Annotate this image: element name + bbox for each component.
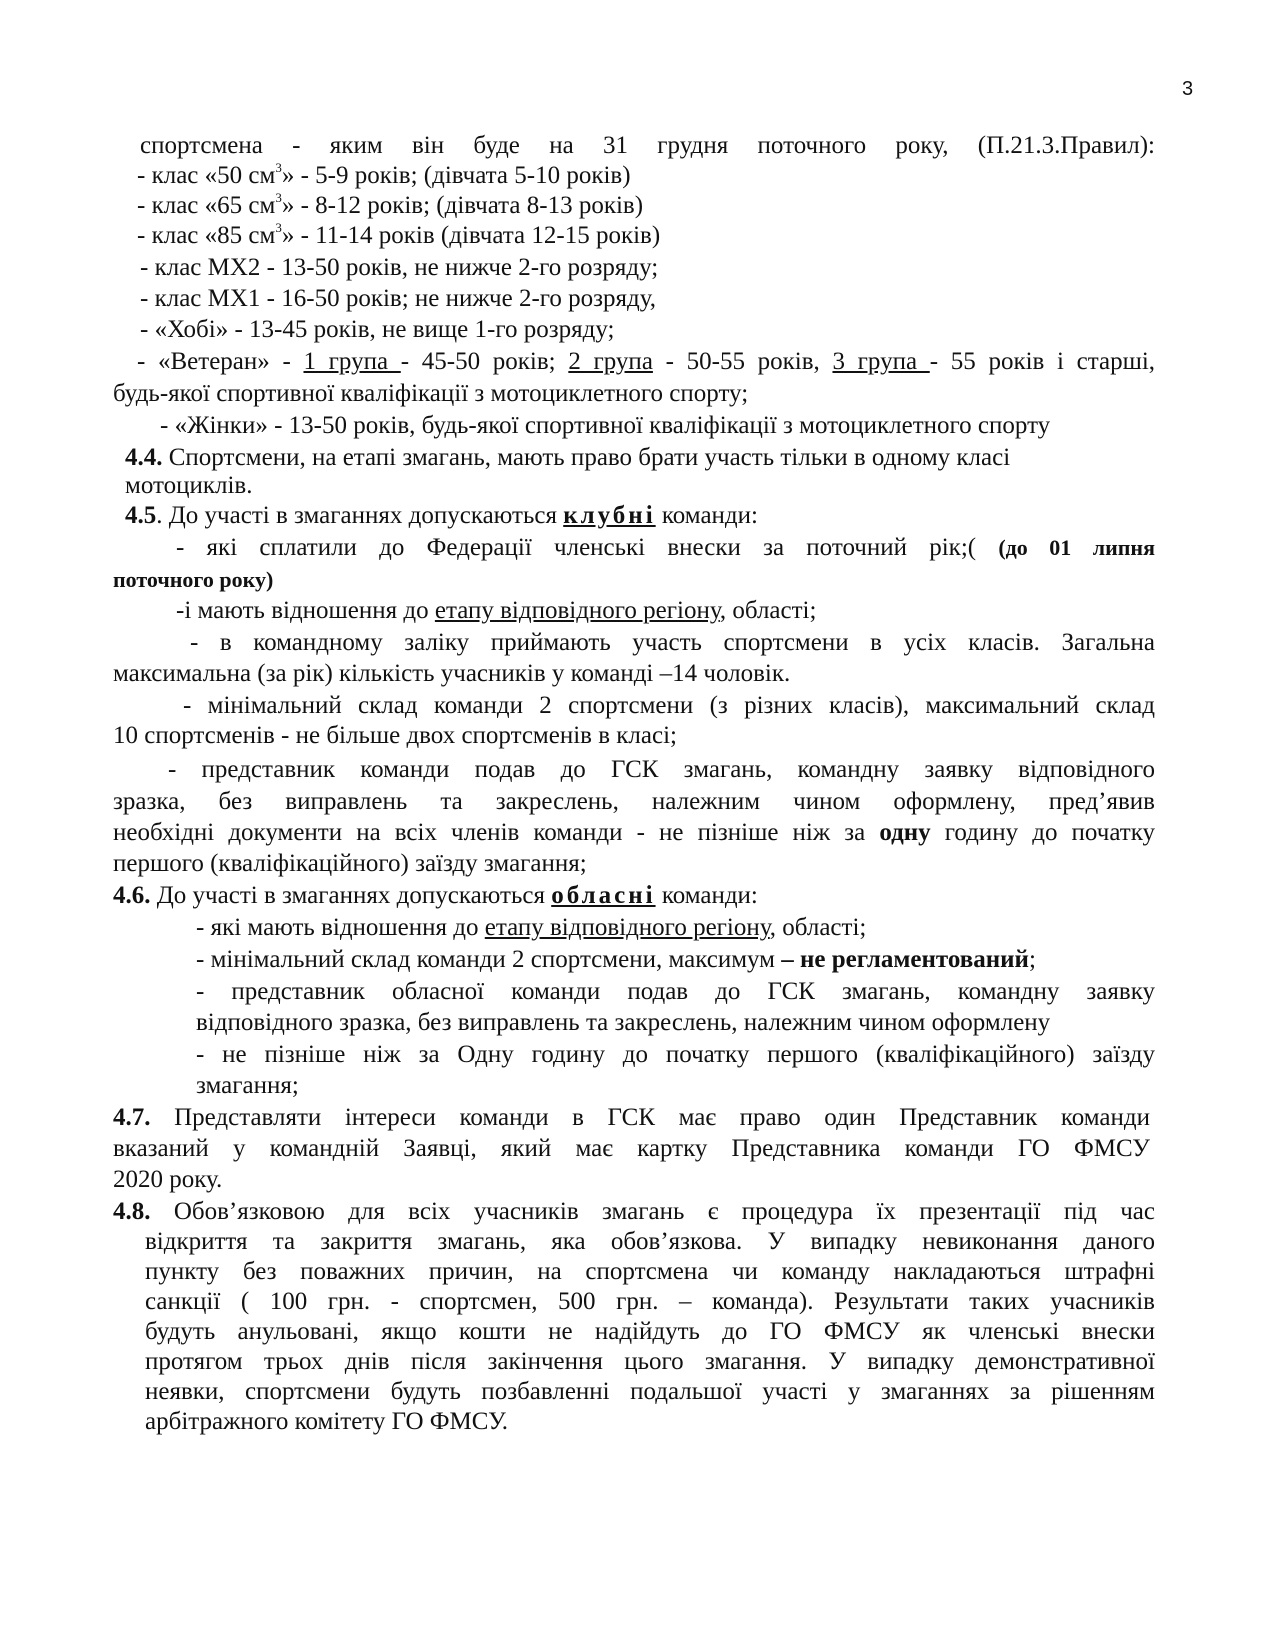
text-line: неявки, спортсмени будуть позбавленні подальшої участі у змаганнях за рішенням	[145, 1378, 1155, 1405]
text-line: зразка, без виправлень та закреслень, належним чином оформлену, пред’явив	[113, 788, 1155, 815]
text-line: - в командному заліку приймають участь спортсмени в усіх класів. Загальна	[190, 629, 1155, 656]
text-line: будуть анульовані, якщо кошти не надійдуть до ГО ФМСУ як членські внески	[145, 1318, 1155, 1345]
section-4-6: 4.6. До участі в змаганнях допускаються обласні команди:	[113, 882, 758, 909]
class-item-50: - клас «50 $см^3$» - 5-9 років; (дівчата 5-10 років)	[137, 160, 631, 189]
text-line: пункту без поважних причин, на спортсмена чи команду накладаються штрафні	[145, 1258, 1155, 1285]
class-item-85: - клас «85 $см^3$» - 11-14 років (дівчата 12-15 років)	[137, 220, 661, 249]
class-item-65: - клас «65 $см^3$» - 8-12 років; (дівчата 8-13 років)	[137, 190, 644, 219]
text-line: необхідні документи на всіх членів команди - не пізніше ніж за одну годину до початку	[113, 819, 1156, 846]
section-4-7: 4.7. Представляти інтереси команди в ГСК має право один Представник команди	[113, 1104, 1150, 1131]
text-line: арбітражного комітету ГО ФМСУ.	[145, 1408, 508, 1435]
text-line: протягом трьох днів після закінчення цього змагання. У випадку демонстративної	[145, 1348, 1155, 1375]
text-line: вказаний у командній Заявці, який має картку Представника команди ГО ФМСУ	[113, 1135, 1150, 1162]
text-line: змагання;	[196, 1072, 299, 1099]
class-item-hobby: - «Хобі» - 13-45 років, не вище 1-го розряду;	[140, 316, 615, 343]
text-line: - мінімальний склад команди 2 спортсмени (з різних класів), максимальний склад	[183, 692, 1155, 719]
section-4-5: 4.5. До участі в змаганнях допускаються клубні команди:	[125, 502, 758, 529]
class-item-women: - «Жінки» - 13-50 років, будь-якої спортивної кваліфікації з мотоциклетного спорту	[160, 412, 1051, 439]
class-item-veteran: - «Ветеран» - 1 група - 45-50 років; 2 група - 50-55 років, 3 група - 55 років і старші,	[137, 348, 1156, 375]
text-line: першого (кваліфікаційного) заїзду змагання;	[113, 850, 587, 877]
text-line: санкції ( 100 грн. - спортсмен, 500 грн. – команда). Результати таких учасників	[145, 1288, 1155, 1315]
text-line: - які сплатили до Федерації членські внески за поточний рік;( (до 01 липня	[176, 534, 1156, 561]
text-line: - мінімальний склад команди 2 спортсмени, максимум – не регламентований;	[196, 946, 1036, 973]
text-line: мотоциклів.	[125, 472, 253, 499]
class-item-mx1: - клас МХ1 - 16-50 років; не нижче 2-го розряду,	[140, 285, 657, 312]
text-line: -і мають відношення до етапу відповідного регіону, області;	[176, 597, 817, 624]
text-line: будь-якої спортивної кваліфікації з мотоциклетного спорту;	[113, 380, 749, 407]
section-4-8: 4.8. Обов’язковою для всіх учасників змагань є процедура їх презентації під час	[113, 1198, 1155, 1225]
text-line: поточного року)	[113, 567, 274, 592]
text-line: - представник обласної команди подав до ГСК змагань, командну заявку	[196, 978, 1155, 1005]
text-line: відповідного зразка, без виправлень та закреслень, належним чином оформлену	[196, 1009, 1051, 1036]
text-line: 2020 року.	[113, 1166, 223, 1193]
text-line: - які мають відношення до етапу відповідного регіону, області;	[196, 914, 867, 941]
text-line: максимальна (за рік) кількість учасників у команді –14 чоловік.	[113, 660, 791, 687]
text-line: - представник команди подав до ГСК змагань, командну заявку відповідного	[168, 756, 1155, 783]
text-line: - не пізніше ніж за Одну годину до початку першого (кваліфікаційного) заїзду	[196, 1041, 1155, 1068]
section-4-4: 4.4. Спортсмени, на етапі змагань, мають право брати участь тільки в одному класі	[125, 444, 1011, 471]
text-line: спортсмена - яким він буде на 31 грудня поточного року, (П.21.3.Правил):	[140, 132, 1155, 159]
text-line: відкриття та закриття змагань, яка обов’язкова. У випадку невиконання даного	[145, 1228, 1155, 1255]
text-line: 10 спортсменів - не більше двох спортсменів в класі;	[113, 722, 677, 749]
page-number: 3	[1182, 78, 1194, 100]
class-item-mx2: - клас МХ2 - 13-50 років, не нижче 2-го розряду;	[140, 254, 659, 281]
